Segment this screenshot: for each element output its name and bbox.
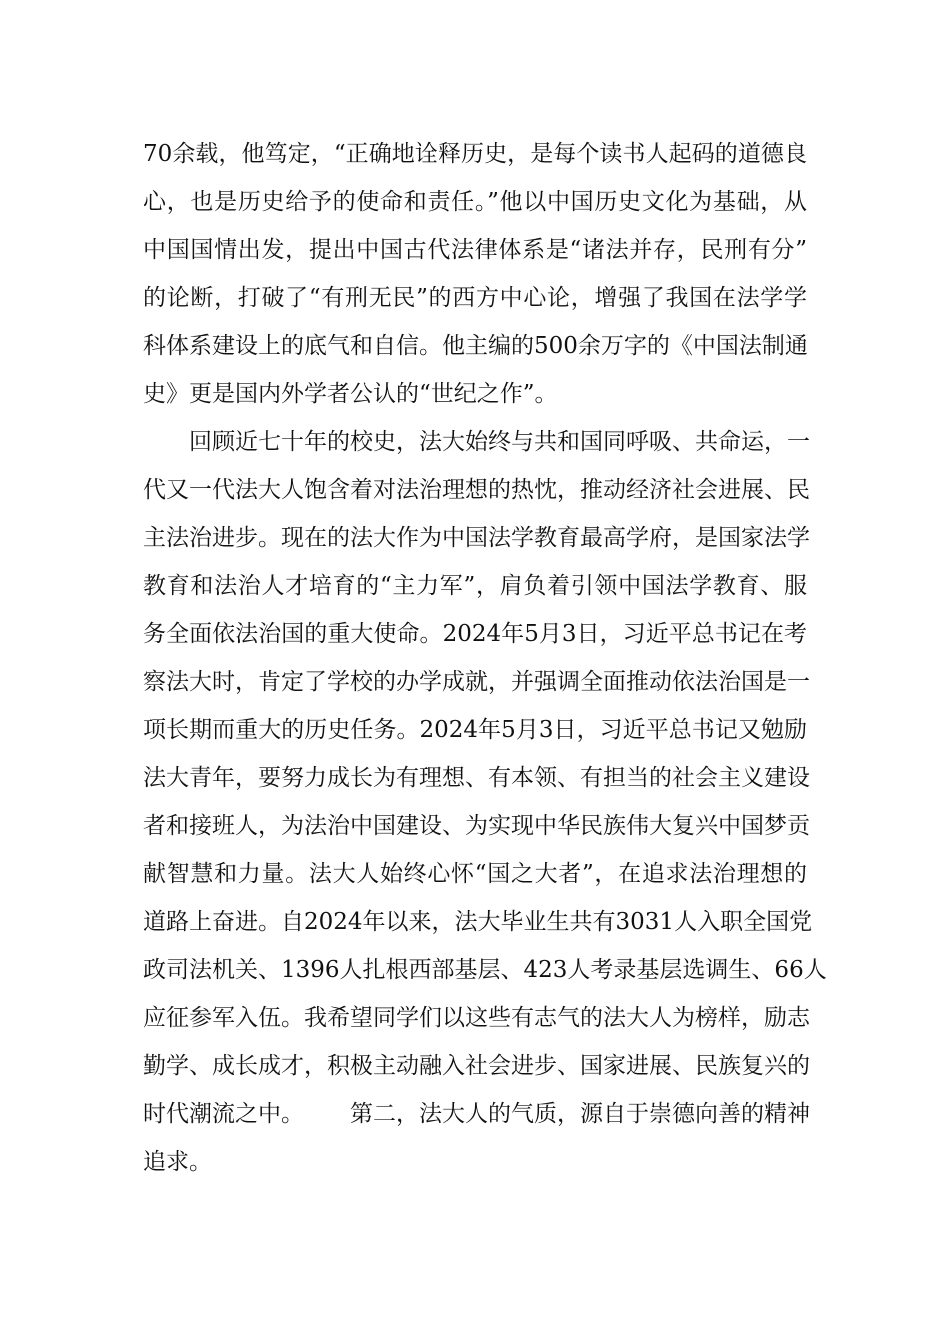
text-line: 科体系建设上的底气和自信。他主编的500余万字的《中国法制通	[143, 333, 808, 359]
text-line: 史》更是国内外学者公认的“世纪之作”。	[143, 381, 558, 407]
paragraph-2	[143, 418, 827, 1186]
section-heading-text: 第二，法大人的气质，源自于崇德向善的精神	[350, 1101, 810, 1127]
text-line: 政司法机关、1396人扎根西部基层、423人考录基层选调生、66人	[143, 957, 827, 983]
text-line: 勤学、成长成才，积极主动融入社会进步、国家进展、民族复兴的	[143, 1053, 810, 1079]
paragraph-1	[143, 130, 807, 418]
text-line: 献智慧和力量。法大人始终心怀“国之大者”，在追求法治理想的	[143, 861, 807, 887]
text-line: 务全面依法治国的重大使命。2024年5月3日，习近平总书记在考	[143, 621, 807, 647]
text-line: 者和接班人，为法治中国建设、为实现中华民族伟大复兴中国梦贡	[143, 813, 810, 839]
text-line: 的论断，打破了“有刑无民”的西方中心论，增强了我国在法学学	[143, 285, 807, 311]
text-line: 教育和法治人才培育的“主力军”，肩负着引领中国法学教育、服	[143, 573, 807, 599]
text-line: 法大青年，要努力成长为有理想、有本领、有担当的社会主义建设	[143, 765, 810, 791]
text-line: 察法大时，肯定了学校的办学成就，并强调全面推动依法治国是一	[143, 669, 810, 695]
mixed-line	[143, 1090, 810, 1138]
section-heading-continuation: 追求。	[143, 1149, 212, 1175]
text-line: 道路上奋进。自2024年以来，法大毕业生共有3031人入职全国党	[143, 909, 813, 935]
text-line: 中国国情出发，提出中国古代法律体系是“诸法并存，民刑有分”	[143, 237, 807, 263]
text-line: 代又一代法大人饱含着对法治理想的热忱，推动经济社会进展、民	[143, 477, 810, 503]
text-line: 心，也是历史给予的使命和责任。”他以中国历史文化为基础，从	[143, 189, 807, 215]
paragraph-2-closing-text: 时代潮流之中。	[143, 1101, 304, 1127]
text-line: 项长期而重大的历史任务。2024年5月3日，习近平总书记又勉励	[143, 717, 807, 743]
text-line: 回顾近七十年的校史，法大始终与共和国同呼吸、共命运，一	[189, 429, 810, 455]
document-body	[143, 130, 827, 1186]
text-line: 主法治进步。现在的法大作为中国法学教育最高学府，是国家法学	[143, 525, 810, 551]
text-line: 70余载，他笃定，“正确地诠释历史，是每个读书人起码的道德良	[143, 141, 807, 167]
text-line: 应征参军入伍。我希望同学们以这些有志气的法大人为榜样，励志	[143, 1005, 810, 1031]
